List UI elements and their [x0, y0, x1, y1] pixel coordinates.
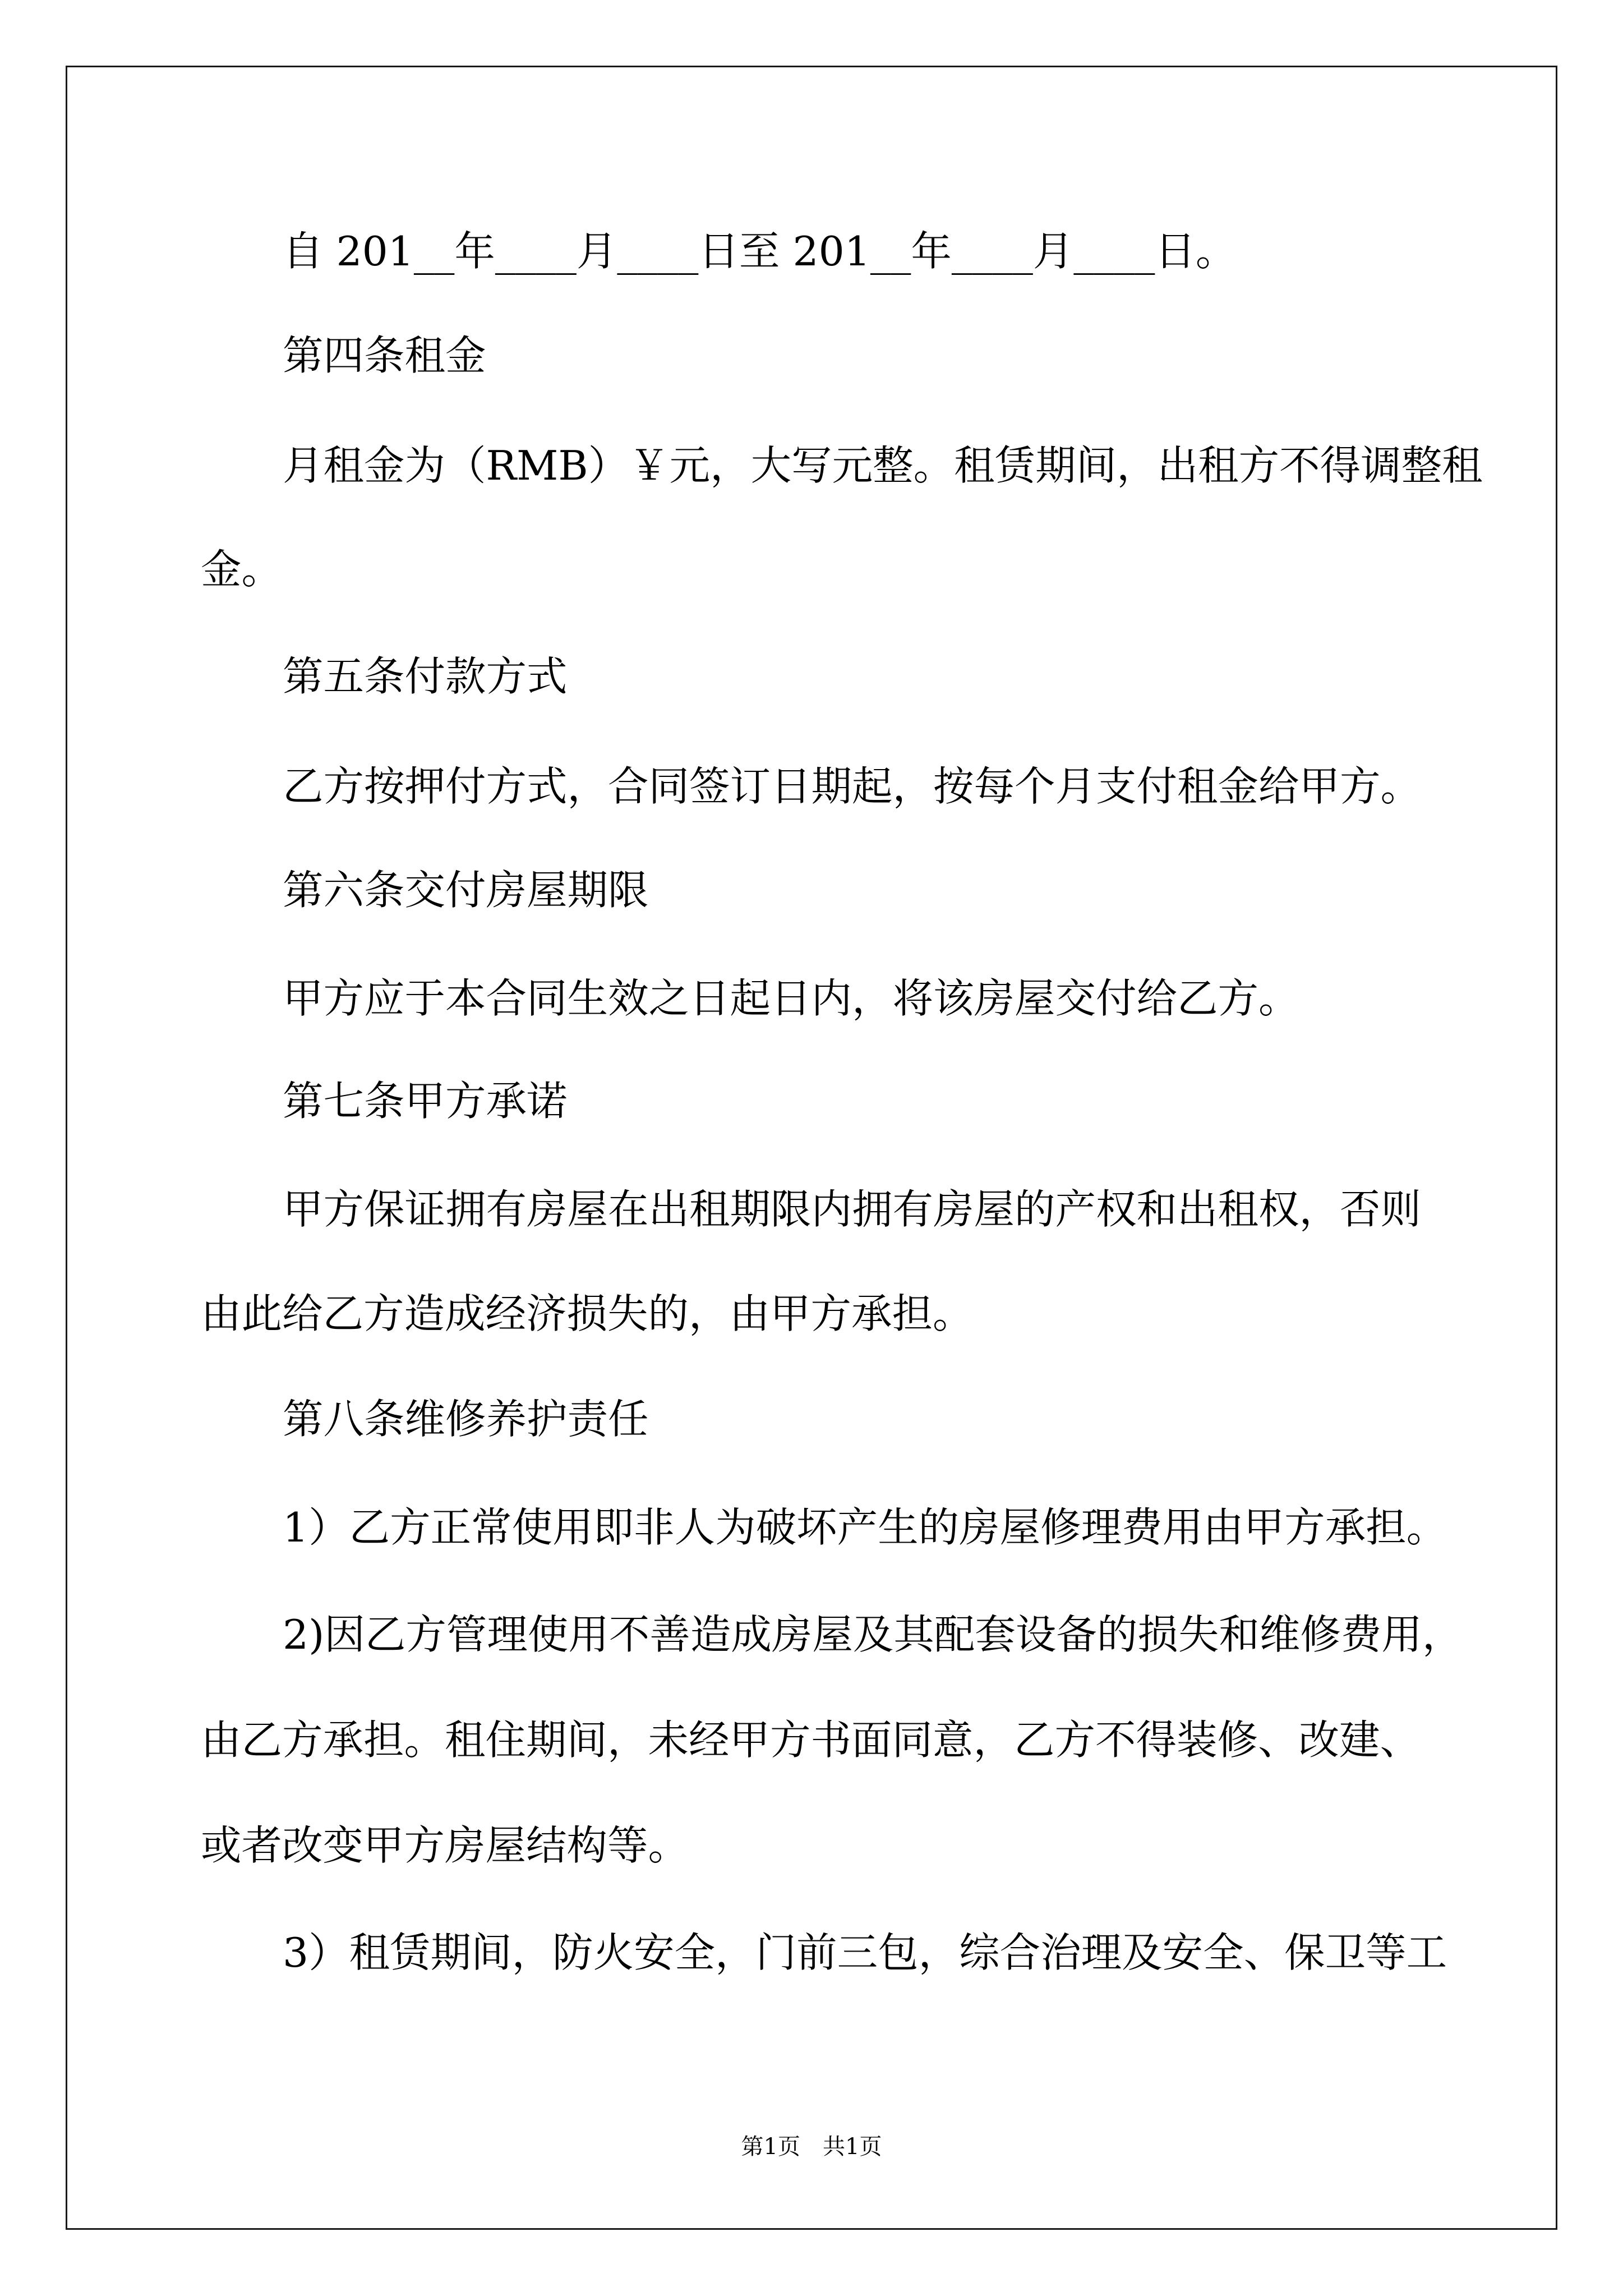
paragraph-line: 甲方保证拥有房屋在出租期限内拥有房屋的产权和出租权，否则	[283, 1186, 1421, 1234]
article-heading: 第六条交付房屋期限	[283, 867, 649, 914]
paragraph-line: 自 201__年____月____日至 201__年____月____日。	[283, 228, 1237, 275]
paragraph-line: 月租金为（RMB）￥元，大写元整。租赁期间，出租方不得调整租	[283, 443, 1483, 490]
paragraph-line: 乙方按押付方式，合同签订日期起，按每个月支付租金给甲方。	[283, 763, 1421, 811]
page-footer	[0, 2133, 1623, 2161]
paragraph-line: 由乙方承担。租住期间，未经甲方书面同意，乙方不得装修、改建、	[201, 1717, 1421, 1764]
article-heading: 第八条维修养护责任	[283, 1396, 649, 1443]
paragraph-line: 1）乙方正常使用即非人为破坏产生的房屋修理费用由甲方承担。	[283, 1504, 1447, 1552]
paragraph-line: 金。	[201, 546, 282, 593]
page-count: 共1页	[823, 2134, 882, 2160]
article-heading: 第四条租金	[283, 333, 486, 380]
paragraph-line: 由此给乙方造成经济损失的，由甲方承担。	[201, 1291, 974, 1338]
page-border	[66, 66, 1557, 2230]
paragraph-line: 3）租赁期间，防火安全，门前三包，综合治理及安全、保卫等工	[283, 1930, 1447, 1977]
paragraph-line: 或者改变甲方房屋结构等。	[201, 1823, 689, 1870]
page-number: 第1页	[741, 2134, 800, 2160]
article-heading: 第七条甲方承诺	[283, 1078, 568, 1125]
paragraph-line: 甲方应于本合同生效之日起日内，将该房屋交付给乙方。	[283, 976, 1299, 1023]
paragraph-line: 2)因乙方管理使用不善造成房屋及其配套设备的损失和维修费用，	[283, 1612, 1463, 1659]
article-heading: 第五条付款方式	[283, 654, 568, 701]
